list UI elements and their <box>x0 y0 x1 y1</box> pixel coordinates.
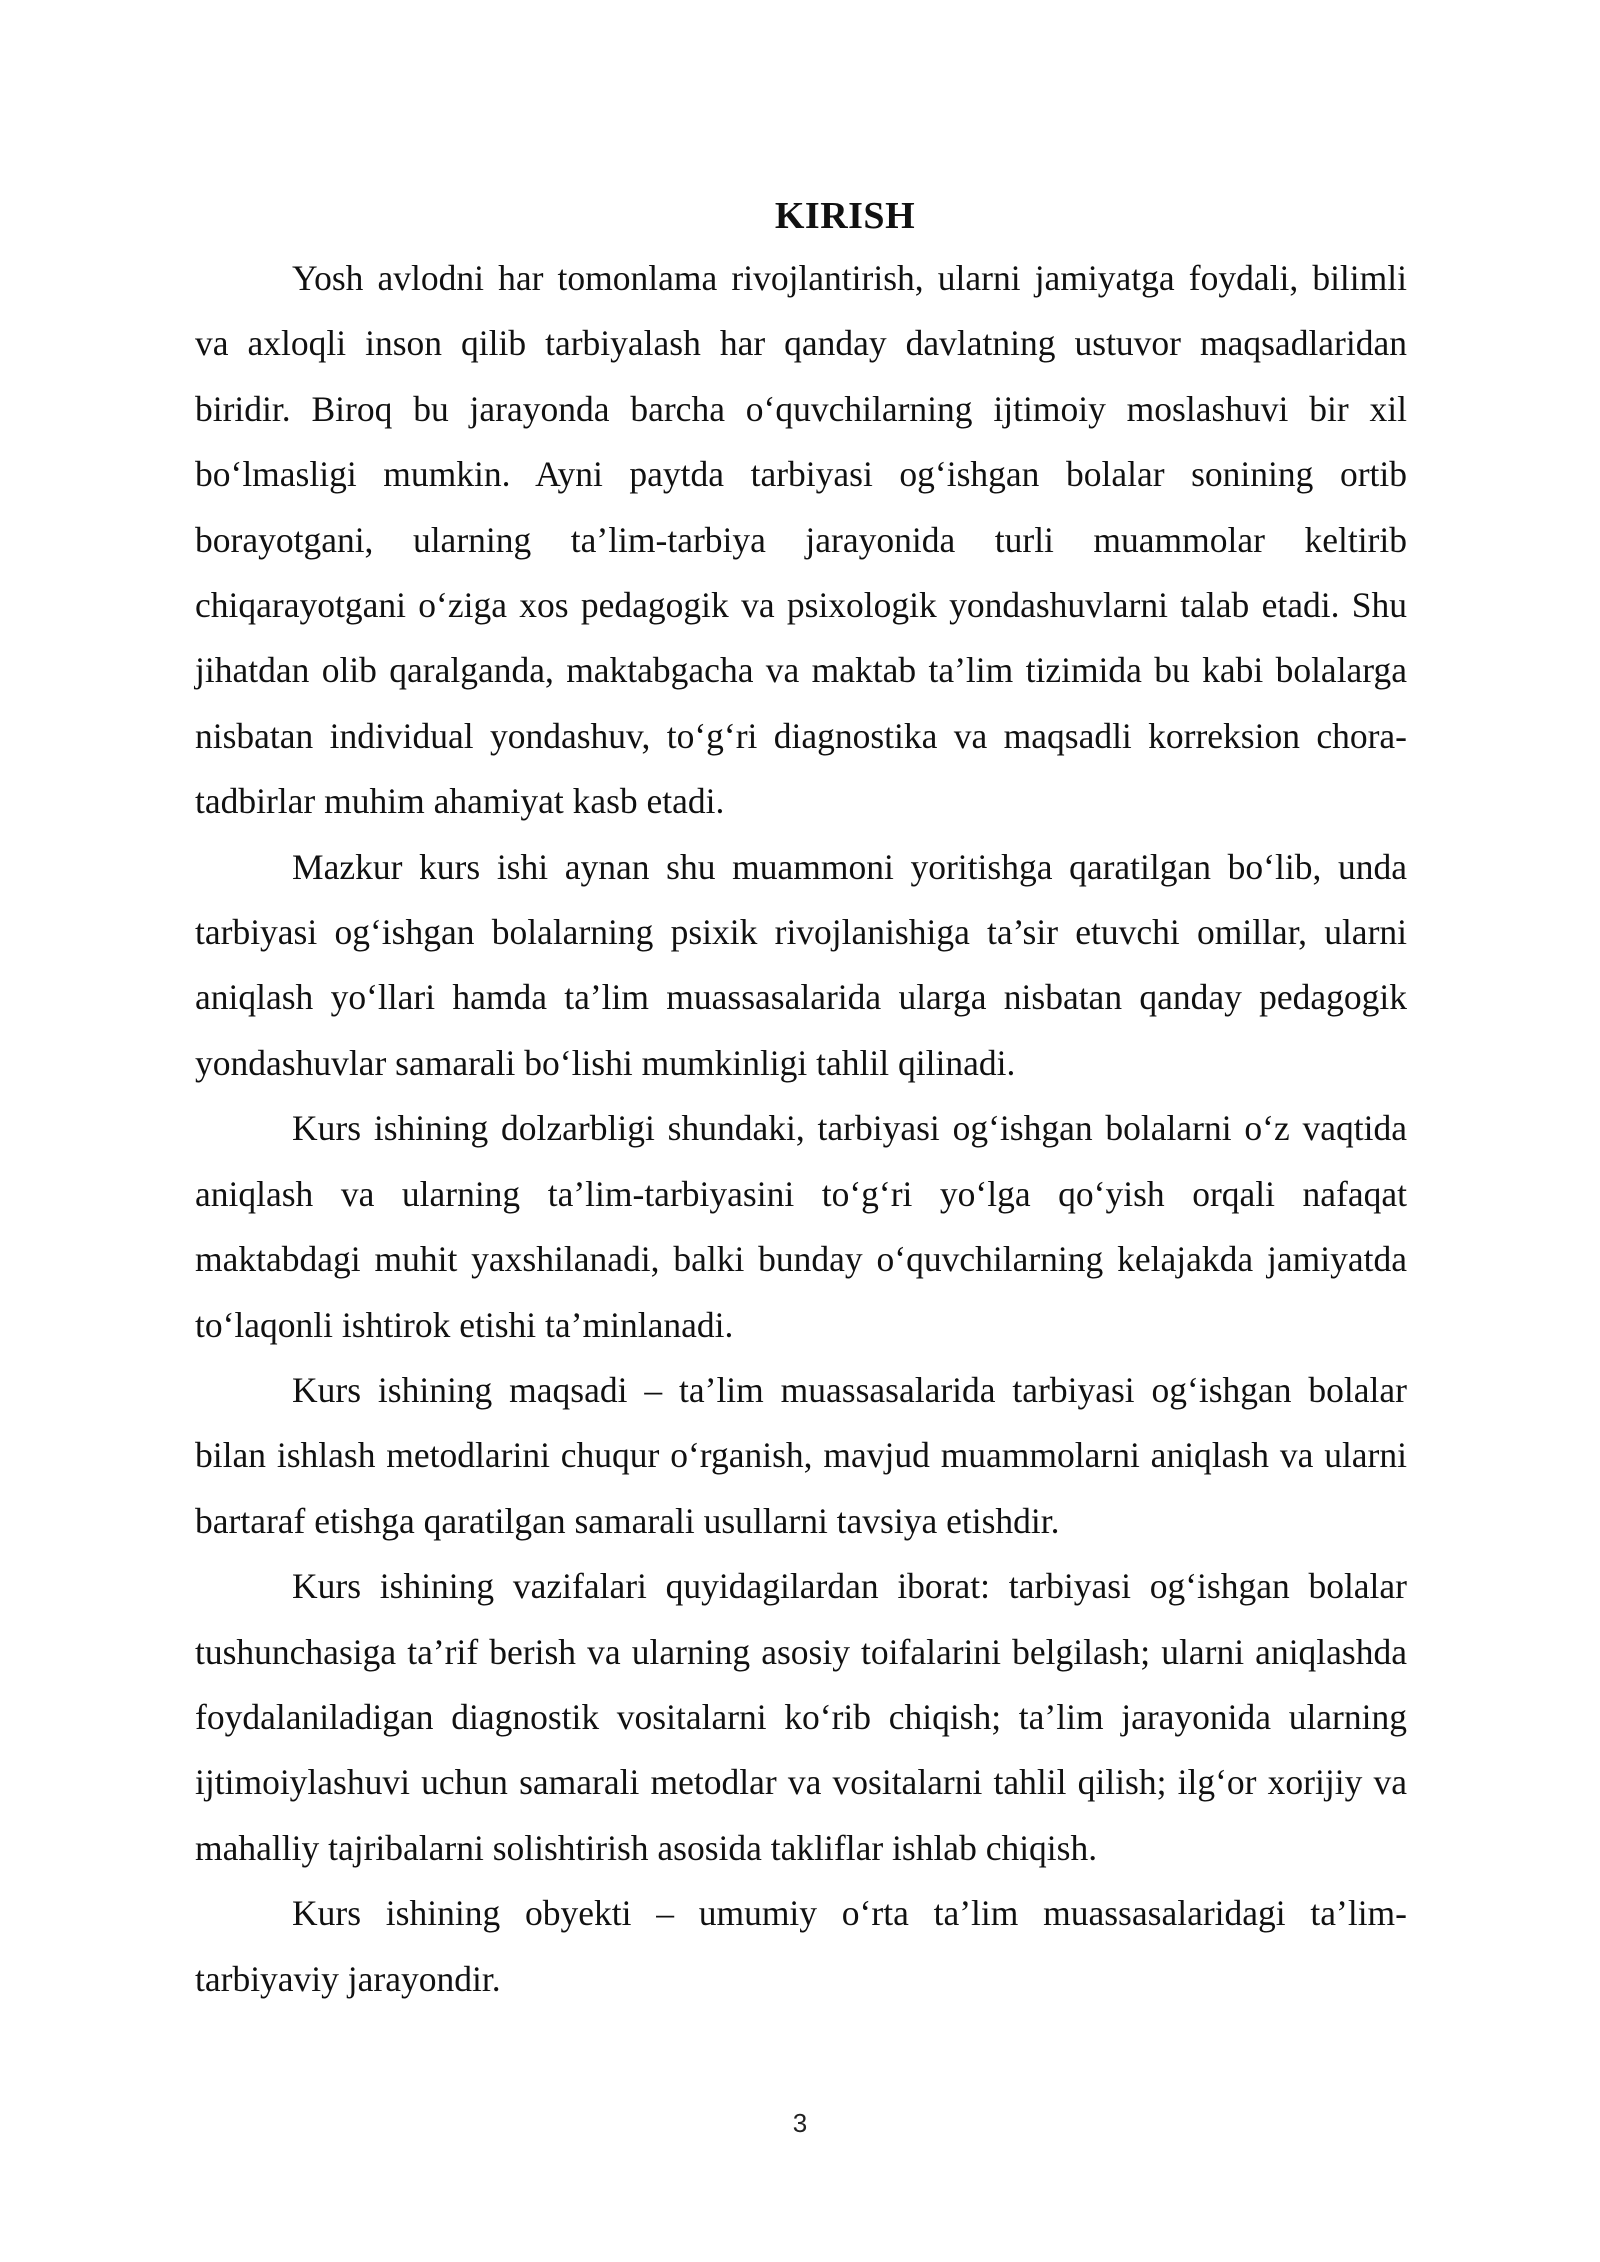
paragraph-goal: Kurs ishining maqsadi – ta’lim muassasalarida tarbiyasi og‘ishgan bolalar bilan ishlash metodlarini chuqur o‘rganish, mavjud muammolarni aniqlash va ularni bartaraf etishga qaratilgan samarali usullarni tavsiya etishdir. <box>195 1369 1407 1541</box>
page-content <box>195 186 1407 2012</box>
paragraph-introduction: Yosh avlodni har tomonlama rivojlantirish, ularni jamiyatga foydali, bilimli va axloqli inson qilib tarbiyalash har qanday davlatning ustuvor maqsadlaridan biridir. Biroq bu jarayonda barcha o‘quvchilarning ijtimoiy moslashuvi bir xil bo‘lmasligi mumkin. Ayni paytda tarbiyasi og‘ishgan bolalar sonining ortib borayotgani, ularning ta’lim-tarbiya jarayonida turli muammolar keltirib chiqarayotgani o‘ziga xos pedagogik va psixologik yondashuvlarni talab etadi. Shu jihatdan olib qaralganda, maktabgacha va maktab ta’lim tizimida bu kabi bolalarga nisbatan individual yondashuv, to‘g‘ri diagnostika va maqsadli korreksion chora-tadbirlar muhim ahamiyat kasb etadi. <box>195 258 1407 822</box>
page-number: 3 <box>792 2108 808 2138</box>
section-heading: KIRISH <box>774 195 916 237</box>
paragraph-tasks: Kurs ishining vazifalari quyidagilardan iborat: tarbiyasi og‘ishgan bolalar tushunchasiga ta’rif berish va ularning asosiy toifalarini belgilash; ularni aniqlashda foydalaniladigan diagnostik vositalarni ko‘rib chiqish; ta’lim jarayonida ularning ijtimoiylashuvi uchun samarali metodlar va vositalarni tahlil qilish; ilg‘or xorijiy va mahalliy tajribalarni solishtirish asosida takliflar ishlab chiqish. <box>195 1566 1407 1868</box>
paragraph-object: Kurs ishining obyekti – umumiy o‘rta ta’lim muassasalaridagi ta’lim-tarbiyaviy jarayondir. <box>195 1893 1407 1999</box>
paragraph-relevance: Kurs ishining dolzarbligi shundaki, tarbiyasi og‘ishgan bolalarni o‘z vaqtida aniqlash va ularning ta’lim-tarbiyasini to‘g‘ri yo‘lga qo‘yish orqali nafaqat maktabdagi muhit yaxshilanadi, balki bunday o‘quvchilarning kelajakda jamiyatda to‘laqonli ishtirok etishi ta’minlanadi. <box>195 1108 1407 1345</box>
paragraph-course-focus: Mazkur kurs ishi aynan shu muammoni yoritishga qaratilgan bo‘lib, unda tarbiyasi og‘ishgan bolalarning psixik rivojlanishiga ta’sir etuvchi omillar, ularni aniqlash yo‘llari hamda ta’lim muassasalarida ularga nisbatan qanday pedagogik yondashuvlar samarali bo‘lishi mumkinligi tahlil qilinadi. <box>195 846 1407 1083</box>
